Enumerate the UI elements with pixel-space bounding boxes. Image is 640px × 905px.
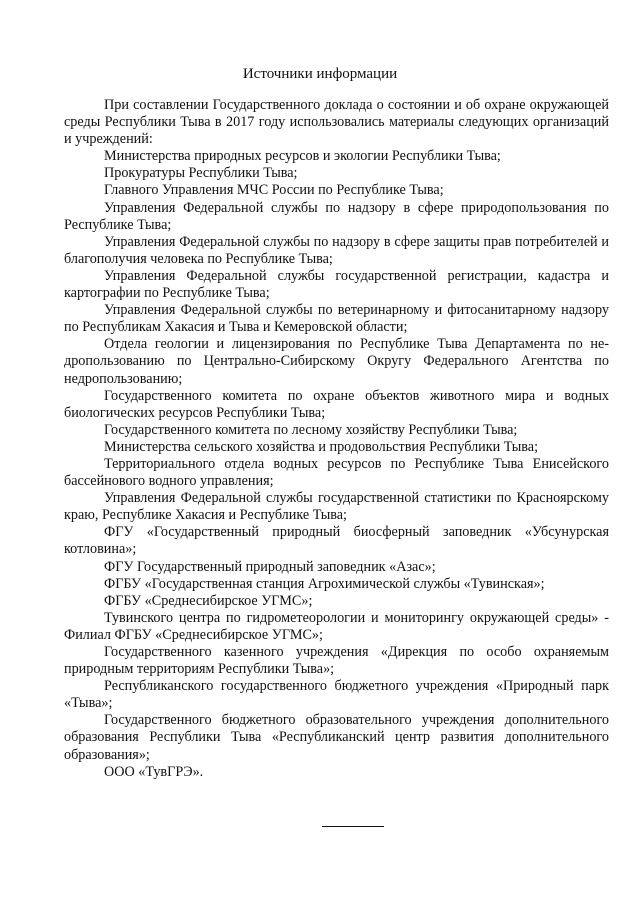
source-item: Управления Федеральной службы государственной статистики по Красноярскому краю, Республике Хакасия и Республике Тыва; [64,490,609,524]
source-item: Управления Федеральной службы по ветеринарному и фитосанитарному надзору по Республикам Хакасия и Тыва и Кемеровской области; [64,302,609,336]
source-item: Республиканского государственного бюджетного учреждения «Природный парк «Тыва»; [64,678,609,712]
source-item: Прокуратуры Республики Тыва; [104,165,298,182]
source-item: ФГУ Государственный природный заповедник «Азас»; [104,558,436,575]
intro-paragraph: При составлении Государственного доклада о состоянии и об охране окружающей среды Республики Тыва в 2017 году использовались материалы следующих организаций и учреждений: [64,97,609,148]
source-item: Тувинского центра по гидрометеорологии и мониторингу окружающей среды» - Филиал ФГБУ «Среднесибирское УГМС»; [64,609,609,643]
source-item: Государственного казенного учреждения «Дирекция по особо охраняемым природным территориям Республики Тыва»; [64,644,609,678]
source-item: Министерства природных ресурсов и экологии Республики Тыва; [104,148,501,165]
source-item: Отдела геологии и лицензирования по Республике Тыва Департамента по недропользованию по Центрально-Сибирскому Округу Федерального Агентства по недропользованию; [64,336,609,387]
end-divider-line [322,826,384,827]
document-body [64,97,609,781]
source-item: Государственного бюджетного образовательного учреждения дополнительного образования Республики Тыва «Республиканский центр развития дополнительного образования»; [64,712,609,763]
source-item: Территориального отдела водных ресурсов по Республике Тыва Енисейского бассейнового водного управления; [64,455,609,490]
source-item: Управления Федеральной службы государственной регистрации, кадастра и картографии по Республике Тыва; [64,267,609,302]
source-item: ООО «ТувГРЭ». [104,763,204,780]
source-item: Управления Федеральной службы по надзору в сфере защиты прав потребителей и благополучия человека по Республике Тыва; [64,233,609,267]
source-item: ФГБУ «Среднесибирское УГМС»; [104,592,313,609]
source-item: Министерства сельского хозяйства и продовольствия Республики Тыва; [104,438,539,455]
source-item: Государственного комитета по лесному хозяйству Республики Тыва; [104,421,518,438]
source-item: Управления Федеральной службы по надзору в сфере природопользования по Республике Тыва; [64,199,609,233]
source-item: ФГУ «Государственный природный биосферный заповедник «Убсунурская котловина»; [64,524,609,558]
document-title: Источники информации [242,66,398,82]
source-item: Главного Управления МЧС России по Республике Тыва; [104,182,444,199]
source-item: ФГБУ «Государственная станция Агрохимической службы «Тувинская»; [104,575,545,592]
source-item: Государственного комитета по охране объектов животного мира и водных биологических ресурсов Республики Тыва; [64,387,609,421]
